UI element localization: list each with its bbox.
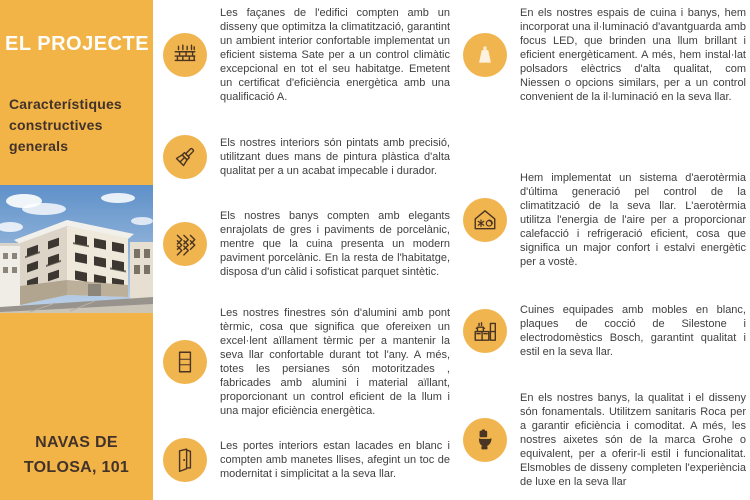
feature-text: En els nostres banys, la qualitat i el disseny són fonamentals. Utilitzem sanitaris Roca per a garantir eficiència i comoditat. A més, les nostres aixetes són de la marca Grohe o equivalent, per a oferir-li estil i funcionalitat. Elsmobles de disseny completen l'experiència de luxe en la seva llar	[520, 392, 746, 488]
feature-text: Els nostres banys compten amb elegants enrajolats de gres i paviments de porcelànic, mentre que la cuina presenta un modern paviment porcelànic. En la resta de l'habitatge, disposa d'un càlid i sofisticat parquet sintètic.	[220, 210, 450, 278]
feature-text: Les portes interiors estan lacades en blanc i compten amb manetes llises, afegint un toc de modernitat i simplicitat a la seva llar.	[220, 440, 450, 480]
aerothermal-house-icon	[463, 198, 507, 242]
brick-wall-icon	[163, 33, 207, 77]
feature-text: Cuines equipades amb mobles en blanc, plaques de cocció de Silestone i electrodomèstics Bosch, garantint qualitat i estil en la seva llar.	[520, 304, 746, 358]
paintbrush-icon	[163, 135, 207, 179]
kitchen-icon	[463, 309, 507, 353]
feature-item-lighting	[463, 6, 746, 104]
feature-item-flooring	[163, 209, 450, 279]
feature-text: Les nostres finestres són d'alumini amb pont tèrmic, cosa que significa que ofereixen un excel·lent aïllament tèrmic per a mantenir la seva llar confortable durant tot l'any. A més, totes les persianes són motoritzades , fabricades amb alumini i material aïllant, proporcionant un control eficient de la llum i una major eficiència energètica.	[220, 307, 450, 417]
building-photo	[0, 185, 153, 313]
feature-text: Hem implementat un sistema d'aerotèrmia d'última generació pel control de la climatització de la seva llar. L'aerotèrmia utilitza l'energia de l'aire per a proporcionar calefacció i refrigeració eficient, cosa que significa un major confort i estalvi energètic per a vostè.	[520, 172, 746, 268]
feature-item-aerothermal	[463, 171, 746, 269]
building-render-image	[0, 185, 153, 313]
led-lamp-icon	[463, 33, 507, 77]
sidebar-address-block	[0, 313, 153, 500]
feature-item-kitchen	[463, 303, 746, 359]
parquet-icon	[163, 222, 207, 266]
feature-item-facade	[163, 6, 450, 104]
sidebar-header-block	[0, 0, 153, 185]
feature-item-windows	[163, 306, 450, 418]
feature-item-paint	[163, 135, 450, 179]
window-icon	[163, 340, 207, 384]
feature-item-bathroom	[463, 391, 746, 489]
feature-item-doors	[163, 438, 450, 482]
feature-text: En els nostres espais de cuina i banys, hem incorporat una il·luminació d'avantguarda amb focus LED, que brinden una llum brillant i eficient energèticament. A més, hem instal·lat polsadors elèctrics d'alta qualitat, com Niessen o opcions similars, per a un control convenient de la il·luminació en la seva llar.	[520, 7, 746, 103]
page-title: EL PROJECTE	[5, 33, 150, 55]
address-text: NAVAS DE TOLOSA, 101	[23, 434, 130, 476]
feature-text: Les façanes de l'edifici compten amb un disseny que optimitza la climatització, garantint un ambient interior confortable implementat un eficient sistema Sate per a un control climàtic excepcional en tot el seu habitatge. Emetent un certificat d'eficiència energètica amb una qualificació A.	[220, 7, 450, 103]
page-subtitle: Característiques constructives generals	[9, 96, 122, 154]
door-icon	[163, 438, 207, 482]
toilet-icon	[463, 418, 507, 462]
feature-text: Els nostres interiors són pintats amb precisió, utilitzant dues mans de pintura plàstica d'alta qualitat per a un acabat impecable i durador.	[220, 137, 450, 177]
